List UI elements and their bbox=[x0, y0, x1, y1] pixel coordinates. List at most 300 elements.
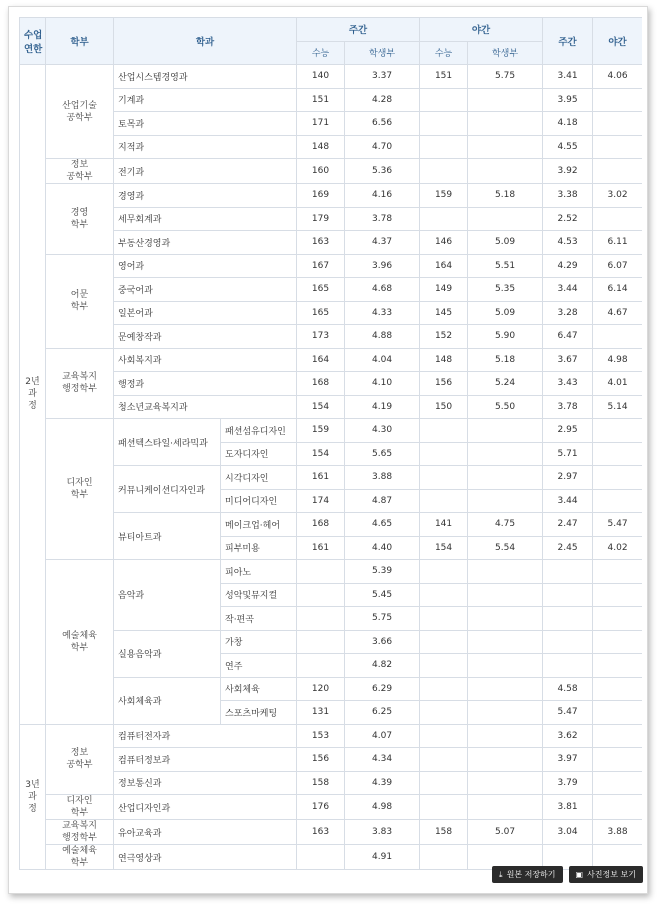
admission-table bbox=[19, 17, 642, 870]
value-cell-ns bbox=[420, 654, 468, 678]
value-cell-nt: 3.88 bbox=[593, 820, 642, 845]
value-cell-dr: 3.88 bbox=[345, 466, 420, 490]
value-cell-nt bbox=[593, 795, 642, 820]
value-cell-nr bbox=[468, 112, 543, 136]
value-cell-ds: 156 bbox=[297, 748, 345, 772]
value-cell-dr: 4.98 bbox=[345, 795, 420, 820]
value-cell-dt: 2.95 bbox=[543, 419, 593, 443]
value-cell-nt bbox=[593, 159, 642, 184]
value-cell-ds: 154 bbox=[297, 442, 345, 466]
value-cell-dr: 3.83 bbox=[345, 820, 420, 845]
value-cell-ds: 140 bbox=[297, 65, 345, 89]
value-cell-dr: 4.10 bbox=[345, 372, 420, 396]
value-cell-ns bbox=[420, 607, 468, 631]
value-cell-ds: 161 bbox=[297, 536, 345, 560]
major-cell: 문예창작과 bbox=[114, 325, 297, 349]
year-cell: 2년 과정 bbox=[20, 65, 46, 725]
track-cell: 가창 bbox=[221, 630, 297, 654]
major-cell: 유아교육과 bbox=[114, 820, 297, 845]
value-cell-ns: 141 bbox=[420, 513, 468, 537]
value-cell-dr: 3.66 bbox=[345, 630, 420, 654]
value-cell-ns: 148 bbox=[420, 348, 468, 372]
value-cell-ds bbox=[297, 583, 345, 607]
major-cell: 기계과 bbox=[114, 88, 297, 112]
value-cell-ds: 159 bbox=[297, 419, 345, 443]
value-cell-nt bbox=[593, 88, 642, 112]
value-cell-nr bbox=[468, 419, 543, 443]
major-cell: 일본어과 bbox=[114, 301, 297, 325]
value-cell-dt: 3.92 bbox=[543, 159, 593, 184]
value-cell-nt bbox=[593, 466, 642, 490]
value-cell-nt bbox=[593, 135, 642, 159]
value-cell-dt: 3.81 bbox=[543, 795, 593, 820]
value-cell-dr: 5.39 bbox=[345, 560, 420, 584]
table-row bbox=[20, 325, 643, 349]
value-cell-nt bbox=[593, 419, 642, 443]
value-cell-ds: 120 bbox=[297, 677, 345, 701]
track-cell: 피부미용 bbox=[221, 536, 297, 560]
value-cell-nt: 4.02 bbox=[593, 536, 642, 560]
value-cell-nt: 6.07 bbox=[593, 254, 642, 278]
department-cell: 정보 공학부 bbox=[46, 159, 114, 184]
value-cell-dt: 3.97 bbox=[543, 748, 593, 772]
value-cell-ds: 168 bbox=[297, 372, 345, 396]
table-row bbox=[20, 301, 643, 325]
value-cell-nr bbox=[468, 724, 543, 748]
value-cell-ns: 164 bbox=[420, 254, 468, 278]
table-row bbox=[20, 135, 643, 159]
major-cell: 사회체육과 bbox=[114, 677, 221, 724]
major-cell: 토목과 bbox=[114, 112, 297, 136]
table-row bbox=[20, 65, 643, 89]
value-cell-dt: 2.47 bbox=[543, 513, 593, 537]
header-day-suneung: 수능 bbox=[297, 41, 345, 65]
value-cell-ns: 146 bbox=[420, 231, 468, 255]
table-row bbox=[20, 207, 643, 231]
value-cell-nr: 5.54 bbox=[468, 536, 543, 560]
table-row bbox=[20, 231, 643, 255]
value-cell-dt: 3.95 bbox=[543, 88, 593, 112]
value-cell-dr: 4.34 bbox=[345, 748, 420, 772]
value-cell-dt: 4.58 bbox=[543, 677, 593, 701]
value-cell-ds: 179 bbox=[297, 207, 345, 231]
value-cell-nr: 5.18 bbox=[468, 348, 543, 372]
value-cell-ds: 165 bbox=[297, 278, 345, 302]
value-cell-ns bbox=[420, 442, 468, 466]
value-cell-dr: 3.96 bbox=[345, 254, 420, 278]
download-icon: ⤓ bbox=[499, 870, 503, 879]
value-cell-nr bbox=[468, 88, 543, 112]
value-cell-nr bbox=[468, 677, 543, 701]
value-cell-ns: 151 bbox=[420, 65, 468, 89]
value-cell-dt: 4.55 bbox=[543, 135, 593, 159]
value-cell-ns bbox=[420, 112, 468, 136]
value-cell-nr bbox=[468, 607, 543, 631]
value-cell-nt: 6.14 bbox=[593, 278, 642, 302]
value-cell-dt bbox=[543, 607, 593, 631]
table-row bbox=[20, 278, 643, 302]
value-cell-ns bbox=[420, 466, 468, 490]
value-cell-nr bbox=[468, 159, 543, 184]
value-cell-dr: 3.78 bbox=[345, 207, 420, 231]
value-cell-ds: 148 bbox=[297, 135, 345, 159]
value-cell-dt: 3.44 bbox=[543, 278, 593, 302]
value-cell-nr bbox=[468, 442, 543, 466]
value-cell-nt: 3.02 bbox=[593, 184, 642, 208]
value-cell-dr: 4.87 bbox=[345, 489, 420, 513]
header-night-total: 야간 bbox=[593, 18, 642, 65]
value-cell-dt: 3.43 bbox=[543, 372, 593, 396]
value-cell-ds: 173 bbox=[297, 325, 345, 349]
major-cell: 컴퓨터전자과 bbox=[114, 724, 297, 748]
value-cell-ds bbox=[297, 607, 345, 631]
table-row bbox=[20, 419, 643, 443]
photo-info-button[interactable] bbox=[569, 866, 643, 883]
value-cell-dt bbox=[543, 583, 593, 607]
track-cell: 사회체육 bbox=[221, 677, 297, 701]
value-cell-ns bbox=[420, 795, 468, 820]
table-row bbox=[20, 820, 643, 845]
major-cell: 컴퓨터정보과 bbox=[114, 748, 297, 772]
value-cell-nr: 5.24 bbox=[468, 372, 543, 396]
value-cell-ns bbox=[420, 677, 468, 701]
value-cell-ns bbox=[420, 159, 468, 184]
major-cell: 커뮤니케이션디자인과 bbox=[114, 466, 221, 513]
value-cell-nt bbox=[593, 654, 642, 678]
department-cell: 어문 학부 bbox=[46, 254, 114, 348]
value-cell-nt bbox=[593, 607, 642, 631]
value-cell-nr bbox=[468, 489, 543, 513]
value-cell-ds: 163 bbox=[297, 231, 345, 255]
value-cell-dt: 3.04 bbox=[543, 820, 593, 845]
value-cell-ns bbox=[420, 207, 468, 231]
major-cell: 경영과 bbox=[114, 184, 297, 208]
value-cell-ds: 163 bbox=[297, 820, 345, 845]
value-cell-dr: 4.40 bbox=[345, 536, 420, 560]
table-row bbox=[20, 560, 643, 584]
value-cell-dr: 6.25 bbox=[345, 701, 420, 725]
value-cell-nt: 4.98 bbox=[593, 348, 642, 372]
value-cell-dr: 4.68 bbox=[345, 278, 420, 302]
value-cell-nr: 5.51 bbox=[468, 254, 543, 278]
table-container bbox=[19, 17, 642, 893]
table-row bbox=[20, 112, 643, 136]
value-cell-nr: 5.35 bbox=[468, 278, 543, 302]
table-row bbox=[20, 724, 643, 748]
value-cell-dr: 4.28 bbox=[345, 88, 420, 112]
value-cell-nt bbox=[593, 677, 642, 701]
value-cell-dr: 4.33 bbox=[345, 301, 420, 325]
value-cell-nr bbox=[468, 135, 543, 159]
value-cell-dr: 4.37 bbox=[345, 231, 420, 255]
value-cell-dr: 4.82 bbox=[345, 654, 420, 678]
track-cell: 메이크업·헤어 bbox=[221, 513, 297, 537]
photo-info-icon: ▣ bbox=[575, 870, 584, 879]
value-cell-nr bbox=[468, 795, 543, 820]
value-cell-ds: 169 bbox=[297, 184, 345, 208]
value-cell-nt bbox=[593, 583, 642, 607]
major-cell: 중국어과 bbox=[114, 278, 297, 302]
value-cell-nt bbox=[593, 630, 642, 654]
major-cell: 청소년교육복지과 bbox=[114, 395, 297, 419]
table-row bbox=[20, 254, 643, 278]
value-cell-dt: 3.67 bbox=[543, 348, 593, 372]
value-cell-nt bbox=[593, 207, 642, 231]
header-dept: 학부 bbox=[46, 18, 114, 65]
value-cell-ns: 154 bbox=[420, 536, 468, 560]
value-cell-ns bbox=[420, 748, 468, 772]
table-row bbox=[20, 630, 643, 654]
value-cell-ds: 165 bbox=[297, 301, 345, 325]
department-cell: 디자인 학부 bbox=[46, 419, 114, 560]
value-cell-ns bbox=[420, 771, 468, 795]
image-viewer-frame bbox=[8, 6, 648, 894]
value-cell-ds bbox=[297, 845, 345, 870]
value-cell-ds: 176 bbox=[297, 795, 345, 820]
value-cell-ns bbox=[420, 88, 468, 112]
value-cell-ns: 145 bbox=[420, 301, 468, 325]
value-cell-nr: 5.75 bbox=[468, 65, 543, 89]
value-cell-nt: 6.11 bbox=[593, 231, 642, 255]
track-cell: 시각디자인 bbox=[221, 466, 297, 490]
value-cell-dt bbox=[543, 560, 593, 584]
value-cell-ds: 164 bbox=[297, 348, 345, 372]
value-cell-nr: 5.18 bbox=[468, 184, 543, 208]
table-row bbox=[20, 395, 643, 419]
value-cell-ds: 158 bbox=[297, 771, 345, 795]
track-cell: 미디어디자인 bbox=[221, 489, 297, 513]
viewer-actions bbox=[492, 866, 643, 883]
track-cell: 피아노 bbox=[221, 560, 297, 584]
value-cell-nr: 5.09 bbox=[468, 301, 543, 325]
value-cell-nr: 5.09 bbox=[468, 231, 543, 255]
value-cell-nr: 5.07 bbox=[468, 820, 543, 845]
major-cell: 지적과 bbox=[114, 135, 297, 159]
major-cell: 패션텍스타일·세라믹과 bbox=[114, 419, 221, 466]
value-cell-dr: 3.37 bbox=[345, 65, 420, 89]
download-original-button[interactable] bbox=[492, 866, 562, 883]
value-cell-ns bbox=[420, 630, 468, 654]
value-cell-dr: 6.29 bbox=[345, 677, 420, 701]
table-row bbox=[20, 159, 643, 184]
department-cell: 산업기술 공학부 bbox=[46, 65, 114, 159]
value-cell-ns bbox=[420, 489, 468, 513]
value-cell-dt: 5.47 bbox=[543, 701, 593, 725]
value-cell-nr bbox=[468, 583, 543, 607]
value-cell-nt: 4.01 bbox=[593, 372, 642, 396]
value-cell-dr: 4.30 bbox=[345, 419, 420, 443]
value-cell-ds bbox=[297, 560, 345, 584]
value-cell-dt: 4.29 bbox=[543, 254, 593, 278]
department-cell: 교육복지 행정학부 bbox=[46, 820, 114, 845]
value-cell-dr: 4.19 bbox=[345, 395, 420, 419]
value-cell-ns: 152 bbox=[420, 325, 468, 349]
department-cell: 예술체육 학부 bbox=[46, 560, 114, 725]
value-cell-nr bbox=[468, 466, 543, 490]
photo-info-label: 사진정보 보기 bbox=[587, 870, 636, 879]
value-cell-ds: 160 bbox=[297, 159, 345, 184]
table-row bbox=[20, 795, 643, 820]
track-cell: 스포츠마케팅 bbox=[221, 701, 297, 725]
value-cell-ns: 156 bbox=[420, 372, 468, 396]
header-night-suneung: 수능 bbox=[420, 41, 468, 65]
department-cell: 디자인 학부 bbox=[46, 795, 114, 820]
track-cell: 성악및뮤지컬 bbox=[221, 583, 297, 607]
table-row bbox=[20, 372, 643, 396]
value-cell-dt: 3.41 bbox=[543, 65, 593, 89]
value-cell-nr bbox=[468, 701, 543, 725]
table-row bbox=[20, 748, 643, 772]
major-cell: 음악과 bbox=[114, 560, 221, 631]
value-cell-ds: 168 bbox=[297, 513, 345, 537]
value-cell-nt bbox=[593, 325, 642, 349]
value-cell-nr: 5.90 bbox=[468, 325, 543, 349]
value-cell-dt: 6.47 bbox=[543, 325, 593, 349]
value-cell-dt: 3.38 bbox=[543, 184, 593, 208]
value-cell-ds: 153 bbox=[297, 724, 345, 748]
value-cell-nt bbox=[593, 771, 642, 795]
value-cell-nt bbox=[593, 724, 642, 748]
value-cell-ns bbox=[420, 135, 468, 159]
major-cell: 영어과 bbox=[114, 254, 297, 278]
value-cell-nr: 4.75 bbox=[468, 513, 543, 537]
header-night: 야간 bbox=[420, 18, 543, 42]
value-cell-nt bbox=[593, 748, 642, 772]
value-cell-ds: 131 bbox=[297, 701, 345, 725]
track-cell: 연주 bbox=[221, 654, 297, 678]
value-cell-ns: 149 bbox=[420, 278, 468, 302]
value-cell-nt: 5.14 bbox=[593, 395, 642, 419]
value-cell-ns: 150 bbox=[420, 395, 468, 419]
value-cell-dr: 5.45 bbox=[345, 583, 420, 607]
value-cell-dt: 2.45 bbox=[543, 536, 593, 560]
value-cell-ns bbox=[420, 560, 468, 584]
value-cell-nr bbox=[468, 748, 543, 772]
track-cell: 패션섬유디자인 bbox=[221, 419, 297, 443]
value-cell-nr: 5.50 bbox=[468, 395, 543, 419]
value-cell-nr bbox=[468, 771, 543, 795]
value-cell-dr: 5.65 bbox=[345, 442, 420, 466]
table-row bbox=[20, 348, 643, 372]
department-cell: 교육복지 행정학부 bbox=[46, 348, 114, 419]
value-cell-ds: 167 bbox=[297, 254, 345, 278]
major-cell: 실용음악과 bbox=[114, 630, 221, 677]
value-cell-nt bbox=[593, 112, 642, 136]
header-night-record: 학생부 bbox=[468, 41, 543, 65]
major-cell: 연극영상과 bbox=[114, 845, 297, 870]
value-cell-nr bbox=[468, 654, 543, 678]
value-cell-nt bbox=[593, 442, 642, 466]
header-day: 주간 bbox=[297, 18, 420, 42]
value-cell-ns bbox=[420, 419, 468, 443]
department-cell: 경영 학부 bbox=[46, 184, 114, 255]
value-cell-dr: 4.39 bbox=[345, 771, 420, 795]
value-cell-dt bbox=[543, 630, 593, 654]
value-cell-dt: 3.28 bbox=[543, 301, 593, 325]
value-cell-nr bbox=[468, 560, 543, 584]
value-cell-dt: 5.71 bbox=[543, 442, 593, 466]
value-cell-ns: 158 bbox=[420, 820, 468, 845]
value-cell-dr: 4.70 bbox=[345, 135, 420, 159]
value-cell-dr: 4.88 bbox=[345, 325, 420, 349]
value-cell-nt: 5.47 bbox=[593, 513, 642, 537]
value-cell-dr: 4.16 bbox=[345, 184, 420, 208]
department-cell: 정보 공학부 bbox=[46, 724, 114, 795]
value-cell-nt: 4.67 bbox=[593, 301, 642, 325]
value-cell-nt: 4.06 bbox=[593, 65, 642, 89]
value-cell-dt: 3.44 bbox=[543, 489, 593, 513]
year-cell: 3년 과정 bbox=[20, 724, 46, 870]
value-cell-dr: 6.56 bbox=[345, 112, 420, 136]
value-cell-dr: 5.36 bbox=[345, 159, 420, 184]
value-cell-dr: 4.07 bbox=[345, 724, 420, 748]
table-row bbox=[20, 513, 643, 537]
major-cell: 산업디자인과 bbox=[114, 795, 297, 820]
department-cell: 예술체육 학부 bbox=[46, 845, 114, 870]
major-cell: 부동산경영과 bbox=[114, 231, 297, 255]
header-major: 학과 bbox=[114, 18, 297, 65]
table-row bbox=[20, 771, 643, 795]
value-cell-dr: 4.65 bbox=[345, 513, 420, 537]
value-cell-dr: 4.91 bbox=[345, 845, 420, 870]
major-cell: 사회복지과 bbox=[114, 348, 297, 372]
value-cell-nr bbox=[468, 207, 543, 231]
track-cell: 도자디자인 bbox=[221, 442, 297, 466]
value-cell-nt bbox=[593, 489, 642, 513]
value-cell-dt: 2.52 bbox=[543, 207, 593, 231]
value-cell-ds: 171 bbox=[297, 112, 345, 136]
value-cell-dt bbox=[543, 654, 593, 678]
value-cell-dt: 4.53 bbox=[543, 231, 593, 255]
table-row bbox=[20, 677, 643, 701]
download-label: 원본 저장하기 bbox=[506, 870, 556, 879]
value-cell-nt bbox=[593, 560, 642, 584]
header-day-record: 학생부 bbox=[345, 41, 420, 65]
major-cell: 산업시스템경영과 bbox=[114, 65, 297, 89]
major-cell: 행정과 bbox=[114, 372, 297, 396]
value-cell-ns bbox=[420, 583, 468, 607]
track-cell: 작·편곡 bbox=[221, 607, 297, 631]
value-cell-dr: 5.75 bbox=[345, 607, 420, 631]
value-cell-dt: 2.97 bbox=[543, 466, 593, 490]
value-cell-ds: 151 bbox=[297, 88, 345, 112]
value-cell-nr bbox=[468, 630, 543, 654]
value-cell-ns bbox=[420, 701, 468, 725]
major-cell: 세무회계과 bbox=[114, 207, 297, 231]
value-cell-dr: 4.04 bbox=[345, 348, 420, 372]
value-cell-ds bbox=[297, 630, 345, 654]
value-cell-ns bbox=[420, 845, 468, 870]
value-cell-ns bbox=[420, 724, 468, 748]
value-cell-nt bbox=[593, 701, 642, 725]
value-cell-ns: 159 bbox=[420, 184, 468, 208]
table-row bbox=[20, 88, 643, 112]
major-cell: 전기과 bbox=[114, 159, 297, 184]
value-cell-dt: 3.78 bbox=[543, 395, 593, 419]
value-cell-ds: 174 bbox=[297, 489, 345, 513]
value-cell-dt: 3.79 bbox=[543, 771, 593, 795]
value-cell-dt: 3.62 bbox=[543, 724, 593, 748]
table-row bbox=[20, 184, 643, 208]
header-day-total: 주간 bbox=[543, 18, 593, 65]
value-cell-ds: 154 bbox=[297, 395, 345, 419]
value-cell-ds: 161 bbox=[297, 466, 345, 490]
table-row bbox=[20, 466, 643, 490]
value-cell-dt: 4.18 bbox=[543, 112, 593, 136]
major-cell: 정보통신과 bbox=[114, 771, 297, 795]
value-cell-ds bbox=[297, 654, 345, 678]
major-cell: 뷰티아트과 bbox=[114, 513, 221, 560]
